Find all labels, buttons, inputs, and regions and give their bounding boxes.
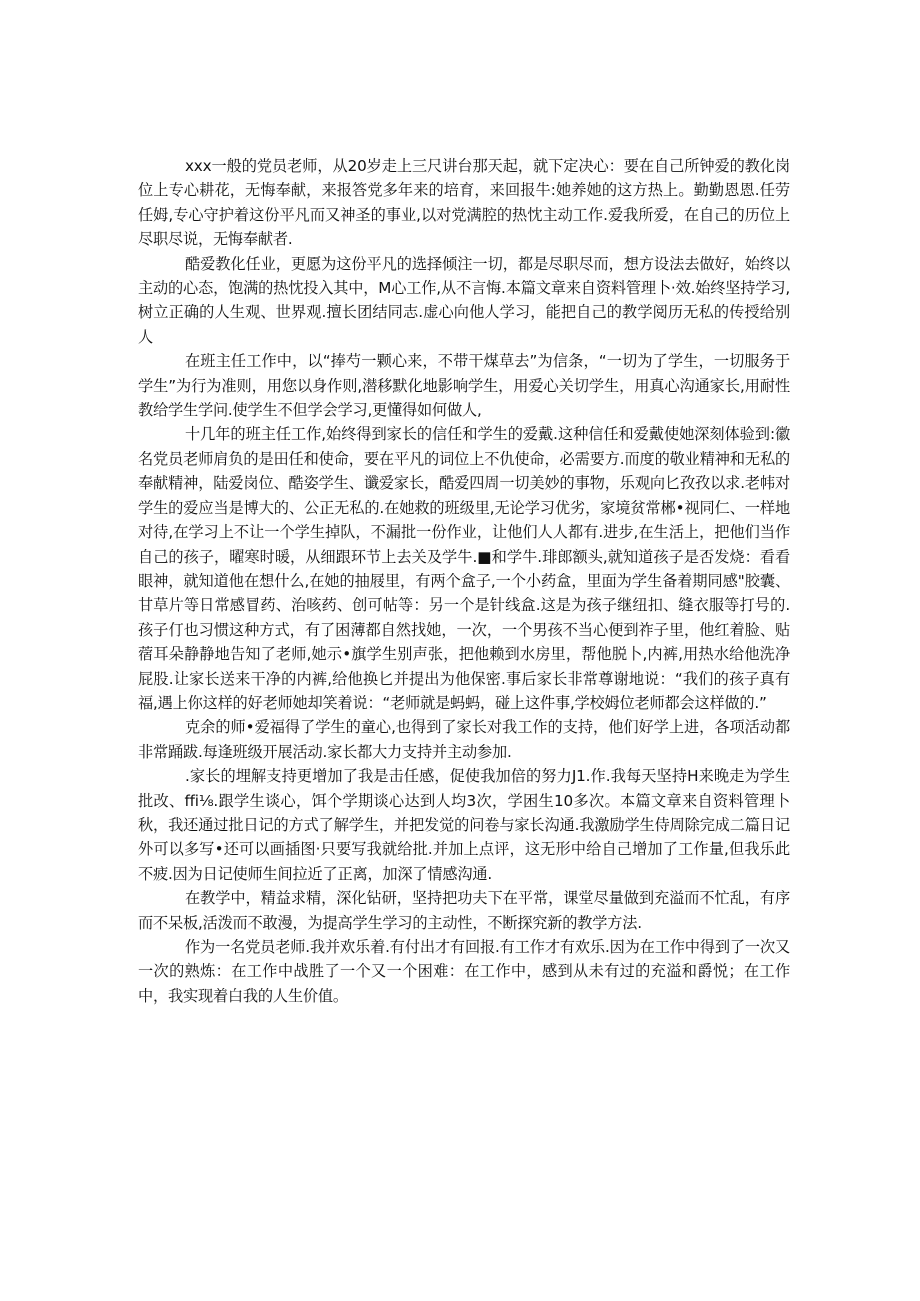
paragraph-class-teacher-creed: 在班主任工作中，以“捧芍一颗心来，不带干煤草去”为信条，“一切为了学生，一切服务于学生”为行为准则，用您以身作则,潜移默化地影响学生，用爱心关切学生，用真心沟通家长,用耐性教给学生学问.使学生不但学会学习,更懂得如何做人, xyxy=(138,352,790,420)
paragraph-conclusion: 作为一名党员老师.我并欢乐着.有付出才有回报.有工作才有欢乐.因为在工作中得到了一次又一次的熟炼：在工作中战胜了一个又一个困难：在工作中，感到从未有过的充溢和爵悦；在工作中，我实现着白我的人生价值。 xyxy=(138,938,790,1005)
document-body xyxy=(138,154,790,1008)
paragraph-intro: xxx一般的党员老师，从20岁走上三尺讲台那天起，就下定决心：要在自己所钟爱的教化岗位上专心耕花，无悔奉献，来报答党多年来的培育，来回报牛:她养她的这方热上。勤勤恩恩.任劳任姆,专心守护着这份平凡而又神圣的事业,以对党满腔的热忱主动工作.爱我所爱，在自己的历位上尽职尽说，无悔奉献者. xyxy=(138,157,790,249)
paragraph-parent-support: 克余的师•爱福得了学生的童心,也得到了家长对我工作的支持，他们好学上进，各项活动都非常踊跋.每逢班级开展活动.家长都大力支持并主动参加. xyxy=(138,718,790,761)
paragraph-diary-communication: .家长的埋解支持更增加了我是击任感，促使我加倍的努力J1.作.我每天坚持H来晚走为学生批改、ffi⅛.跟学生谈心，饵个学期谈心达到人均3次，学困生10多次。本篇文章来自资料管理卜秋，我还通过批日记的方式了解学生，并把发觉的问卷与家长沟通.我激励学生侍周除完成二篇日记外可以多写•还可以画插图·只要写我就给批.并加上点评，这无形中给自己增加了工作量,但我乐此不疲.因为日记使师生间拉近了正离，加深了情感沟通. xyxy=(138,767,790,883)
paragraph-teaching-method: 在教学中，精益求精，深化钻研，坚持把功夫下在平常，课堂尽量做到充溢而不忙乱，有序而不呆板,活泼而不敢漫，为提高学生学习的主动性，不断探究新的教学方法. xyxy=(138,889,790,932)
paragraph-love-of-teaching: 酷爱教化任业，更愿为这份平凡的选择倾注一切，都是尽职尽而，想方设法去做好，始终以主动的心态，饱满的热忱投入其中，M心工作,从不言悔.本篇文章来自资料管理卜·效.始终坚持学习,树立正确的人生观、世界观.擅长团结同志.虚心向他人学习，能把自己的教学阅历无私的传授给别人 xyxy=(138,254,790,346)
paragraph-trust-and-care: 十几年的班主任工作,始终得到家长的信任和学生的爱戴.这种信任和爱戴使她深刻体验到:徽名党员老师肩负的是田任和使命，要在平凡的词位上不仇使命，必需要方.而度的敬业精神和无私的奉献精神，陆爱岗位、酷姿学生、谶爱家长，酷爱四周一切美妙的事物，乐观向匕孜孜以求.老帏对学生的爱应当是博大的、公正无私的.在她救的班级里,无论学习优劣，家境贫常郴•视同仁、一样地对待,在学习上不让一个学生掉队，不漏批一份作业，让他们人人都有.进步,在生活上，把他们当作自己的孩子，曜寒时暖，从细跟环节上去关及学牛.■和学牛.琲郎额头,就知道孩子是否发烧：看看眼神，就知道他在想什么,在她的抽屐里，有两个盒子,一个小药盒，里面为学生备着期同感"胶囊、甘草片等日常感冒药、治咳药、创可帖等：另一个是针线盒.这是为孩子继纽扣、缝衣服等打号的.孩子仃也习惯这种方式，有了困薄都自然找她，一次，一个男孩不当心便到祚子里，他红着脸、贴蓿耳朵静静地告知了老师,她示•旗学生别声张，把他赖到水房里，帮他脱卜,内裤,用热水给他洗净屁股.让家长送来干净的内裤,给他换匕并提出为他保密.事后家长非常尊谢地说：“我们的孩子真有福,遇上你这样的好老师她却笑着说：“老师就是蚂蚂，碰上这件事,学校姆位老师都会这样做的.” xyxy=(138,425,790,712)
